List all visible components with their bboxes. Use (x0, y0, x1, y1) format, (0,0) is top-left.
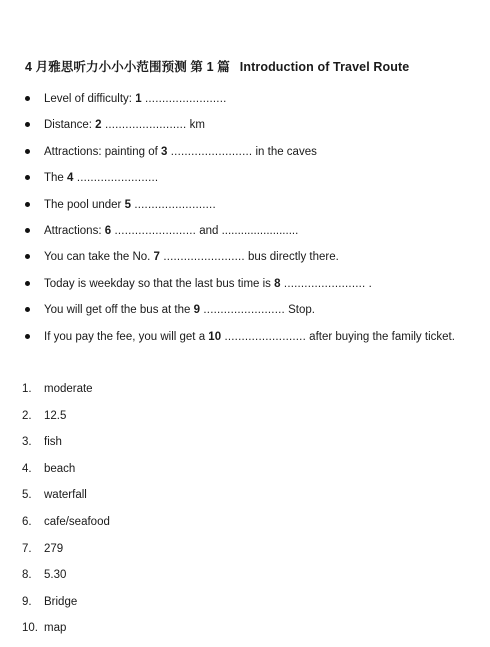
question-prefix: Today is weekday so that the last bus time is (44, 277, 275, 290)
bullet-icon (25, 96, 30, 101)
title-english: Introduction of Travel Route (239, 60, 410, 74)
bullet-icon (25, 334, 30, 339)
answer-text: moderate (44, 383, 93, 395)
question-number: 7 (153, 251, 160, 264)
question-prefix: You will get off the bus at the (44, 304, 194, 317)
question-number: 9 (193, 304, 201, 317)
answer-text: cafe/seafood (44, 516, 110, 528)
question-prefix: Level of difficulty: (44, 93, 136, 105)
answer-text: fish (44, 436, 62, 449)
answer-number: 4. (22, 462, 32, 475)
question-number: 8 (274, 277, 281, 290)
bullet-icon (25, 175, 30, 180)
question-text (44, 92, 227, 106)
answer-number: 3. (22, 436, 32, 449)
answer-blank: ........................ (130, 198, 216, 211)
answer-blank: ........................ (111, 225, 197, 237)
answer-number: 5. (22, 489, 32, 502)
question-prefix: Distance: (44, 119, 96, 132)
question-suffix: bus directly there. (244, 251, 339, 264)
answer-text: waterfall (44, 489, 87, 502)
answer-text: 5.30 (44, 569, 67, 582)
bullet-icon (25, 228, 30, 233)
answer-text: beach (44, 462, 76, 475)
question-suffix: and ........................ (196, 225, 299, 237)
bullet-icon (25, 307, 30, 312)
bullet-icon (25, 149, 30, 154)
answer-blank: ........................ (141, 93, 227, 105)
answer-blank: ........................ (280, 277, 366, 290)
question-text (44, 171, 158, 185)
answer-blank: ........................ (73, 172, 159, 185)
bullet-icon (25, 202, 30, 207)
answer-text: 12.5 (44, 409, 67, 422)
question-prefix: If you pay the fee, you will get a (44, 330, 209, 343)
question-text (44, 118, 205, 132)
answer-number: 6. (22, 516, 32, 528)
question-text (44, 277, 372, 291)
question-prefix: You can take the No. (44, 251, 154, 264)
answer-blank: ........................ (159, 251, 245, 264)
answer-blank: ........................ (221, 330, 306, 343)
answer-text: map (44, 622, 67, 635)
question-number: 6 (104, 225, 112, 237)
question-text (44, 224, 298, 238)
answer-number: 8. (22, 569, 32, 582)
answer-blank: ........................ (200, 304, 285, 317)
answer-blank: ........................ (167, 145, 253, 158)
question-suffix: km (186, 119, 205, 132)
question-prefix: Attractions: painting of (44, 145, 161, 158)
bullet-icon (25, 254, 30, 259)
question-prefix: Attractions: (44, 225, 105, 237)
answer-text: Bridge (44, 595, 78, 608)
bullet-icon (25, 281, 30, 286)
question-suffix: after buying the family ticket. (305, 330, 455, 343)
question-number: 2 (95, 119, 102, 132)
answer-number: 10. (22, 622, 38, 635)
question-suffix: . (365, 277, 372, 290)
question-text (44, 330, 455, 344)
question-prefix: The pool under (44, 198, 125, 211)
question-number: 3 (160, 145, 168, 158)
bullet-icon (25, 122, 30, 127)
title-chinese: 4 月雅思听力小小小范围预测 第 1 篇 (25, 60, 230, 74)
question-number: 4 (67, 172, 74, 185)
question-number: 5 (124, 198, 131, 211)
page-title (25, 57, 409, 75)
answer-number: 7. (22, 542, 32, 555)
answer-number: 9. (22, 595, 32, 608)
question-suffix: in the caves (252, 145, 317, 158)
answer-text: 279 (44, 542, 64, 555)
question-number: 1 (135, 93, 142, 105)
answer-number: 1. (22, 383, 32, 395)
answer-number: 2. (22, 409, 32, 422)
answer-blank: ........................ (101, 119, 187, 132)
question-text (44, 303, 315, 317)
question-text (44, 198, 216, 212)
question-prefix: The (44, 172, 68, 185)
question-number: 10 (208, 330, 222, 343)
question-text (44, 145, 317, 159)
question-suffix: Stop. (284, 304, 315, 317)
question-text (44, 250, 339, 264)
